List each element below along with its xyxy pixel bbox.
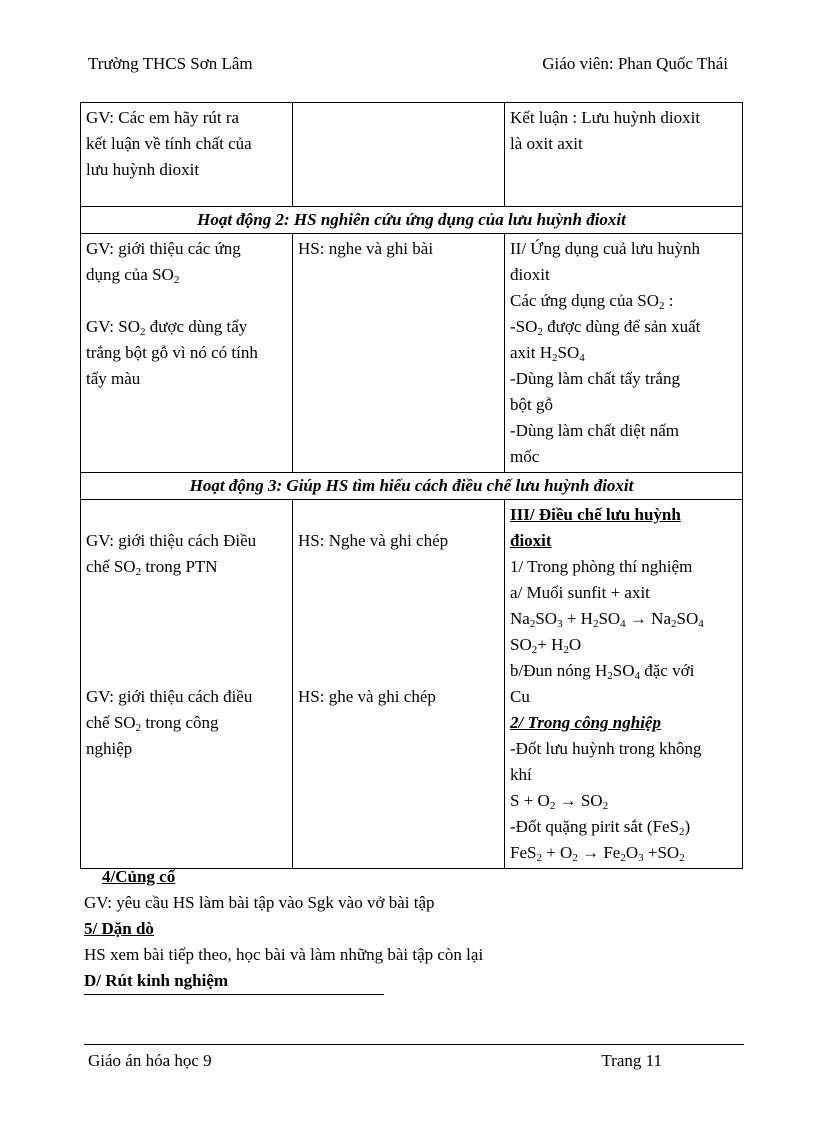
section-5-text: HS xem bài tiếp theo, học bài và làm những bài tập còn lại bbox=[84, 945, 484, 964]
equation: $S + O_2 \to SO_2$ bbox=[510, 791, 609, 812]
section-d-heading: D/ Rút kinh nghiệm bbox=[84, 968, 744, 995]
cell-text: mốc bbox=[510, 447, 540, 466]
cell-text: tẩy màu bbox=[86, 369, 141, 388]
spacer bbox=[298, 554, 500, 580]
cell-text: axit $H_2SO_4$ bbox=[510, 343, 585, 364]
spacer bbox=[86, 658, 288, 684]
table-row bbox=[81, 103, 743, 207]
cell-text: kết luận về tính chất của bbox=[86, 134, 252, 153]
cell-text: Cu bbox=[510, 687, 530, 706]
cell-text: nghiệp bbox=[86, 739, 133, 758]
cell-text: là oxit axit bbox=[510, 134, 583, 153]
content-cell bbox=[505, 103, 743, 207]
closing-section bbox=[84, 864, 744, 995]
activity-3-heading: Hoạt động 3: Giúp HS tìm hiểu cách điều chế lưu huỳnh đioxit bbox=[81, 473, 743, 500]
cell-text: GV: giới thiệu cách Điều bbox=[86, 531, 257, 550]
cell-text: -Dùng làm chất diệt nấm bbox=[510, 421, 680, 440]
student-cell bbox=[293, 500, 505, 869]
cell-text: đioxit bbox=[510, 265, 550, 284]
section-heading: III/ Điều chế lưu huỳnh bbox=[510, 505, 681, 524]
section-5-heading: 5/ Dặn dò bbox=[84, 919, 154, 938]
table-row bbox=[81, 500, 743, 869]
lesson-table bbox=[80, 102, 743, 869]
cell-text: -Đốt lưu huỳnh trong không bbox=[510, 739, 702, 758]
teacher-name: Giáo viên: Phan Quốc Thái bbox=[542, 54, 728, 73]
cell-text: -Đốt quặng pirit sắt (FeS$_2$) bbox=[510, 817, 691, 838]
section-heading: 2/ Trong công nghiệp bbox=[510, 713, 661, 732]
spacer bbox=[86, 288, 288, 314]
cell-text: Kết luận : Lưu huỳnh dioxit bbox=[510, 108, 701, 127]
cell-text: HS: nghe và ghi bài bbox=[298, 239, 434, 258]
cell-text: khí bbox=[510, 765, 532, 784]
page-number: Trang 11 bbox=[601, 1051, 662, 1070]
student-cell bbox=[293, 234, 505, 473]
activity-row bbox=[81, 207, 743, 234]
cell-text: a/ Muối sunfit + axit bbox=[510, 583, 650, 602]
cell-text: bột gỗ bbox=[510, 395, 553, 414]
spacer bbox=[298, 606, 500, 632]
cell-text: GV: giới thiệu cách điều bbox=[86, 687, 253, 706]
equation: $FeS_2 + O_2 \to Fe_2O_3 +SO_2$ bbox=[510, 843, 685, 864]
activity-row bbox=[81, 473, 743, 500]
cell-text: $-SO_2$ được dùng để sản xuất bbox=[510, 317, 701, 338]
section-4-heading: 4/Củng cố bbox=[102, 867, 176, 886]
cell-text: -Dùng làm chất tẩy trắng bbox=[510, 369, 680, 388]
cell-text: GV: Các em hãy rút ra bbox=[86, 108, 240, 127]
spacer bbox=[86, 580, 288, 606]
spacer bbox=[298, 632, 500, 658]
cell-text: dụng của $SO_2$ bbox=[86, 265, 180, 286]
cell-text: chế $SO_2$ trong công bbox=[86, 713, 219, 734]
footer-divider bbox=[84, 1044, 744, 1045]
teacher-cell bbox=[81, 500, 293, 869]
cell-text: đioxit bbox=[510, 531, 552, 550]
teacher-cell bbox=[81, 103, 293, 207]
activity-2-heading: Hoạt động 2: HS nghiên cứu ứng dụng của lưu huỳnh đioxit bbox=[81, 207, 743, 234]
spacer bbox=[86, 632, 288, 658]
spacer bbox=[86, 606, 288, 632]
cell-text: trắng bột gỗ vì nó có tính bbox=[86, 343, 258, 362]
student-cell bbox=[293, 103, 505, 207]
equation: $Na_2SO_3 + H_2SO_4 \to Na_2SO_4$ bbox=[510, 609, 704, 630]
cell-text: lưu huỳnh dioxit bbox=[86, 160, 200, 179]
school-name: Trường THCS Sơn Lâm bbox=[88, 54, 253, 73]
cell-text: b/Đun nóng $H_2SO_4$ đặc với bbox=[510, 661, 695, 682]
content-cell bbox=[505, 234, 743, 473]
page-header bbox=[88, 54, 728, 78]
page-footer bbox=[88, 1051, 688, 1075]
spacer bbox=[86, 502, 288, 528]
cell-text: chế $SO_2$ trong PTN bbox=[86, 557, 218, 578]
teacher-cell bbox=[81, 234, 293, 473]
spacer bbox=[298, 580, 500, 606]
equation: $SO_2+ H_2O$ bbox=[510, 635, 582, 656]
cell-text: HS: Nghe và ghi chép bbox=[298, 531, 449, 550]
section-4-text: GV: yêu cầu HS làm bài tập vào Sgk vào vở bài tập bbox=[84, 893, 435, 912]
cell-text: Các ứng dụng của $SO_2$ : bbox=[510, 291, 674, 312]
cell-text: 1/ Trong phòng thí nghiệm bbox=[510, 557, 693, 576]
content-cell bbox=[505, 500, 743, 869]
spacer bbox=[298, 502, 500, 528]
cell-text: GV: $SO_2$ được dùng tẩy bbox=[86, 317, 248, 338]
table-row bbox=[81, 234, 743, 473]
cell-text: GV: giới thiệu các ứng bbox=[86, 239, 241, 258]
cell-text: II/ Ứng dụng cuả lưu huỳnh bbox=[510, 239, 701, 258]
footer-title: Giáo án hóa học 9 bbox=[88, 1051, 212, 1070]
spacer bbox=[298, 658, 500, 684]
cell-text: HS: ghe và ghi chép bbox=[298, 687, 436, 706]
